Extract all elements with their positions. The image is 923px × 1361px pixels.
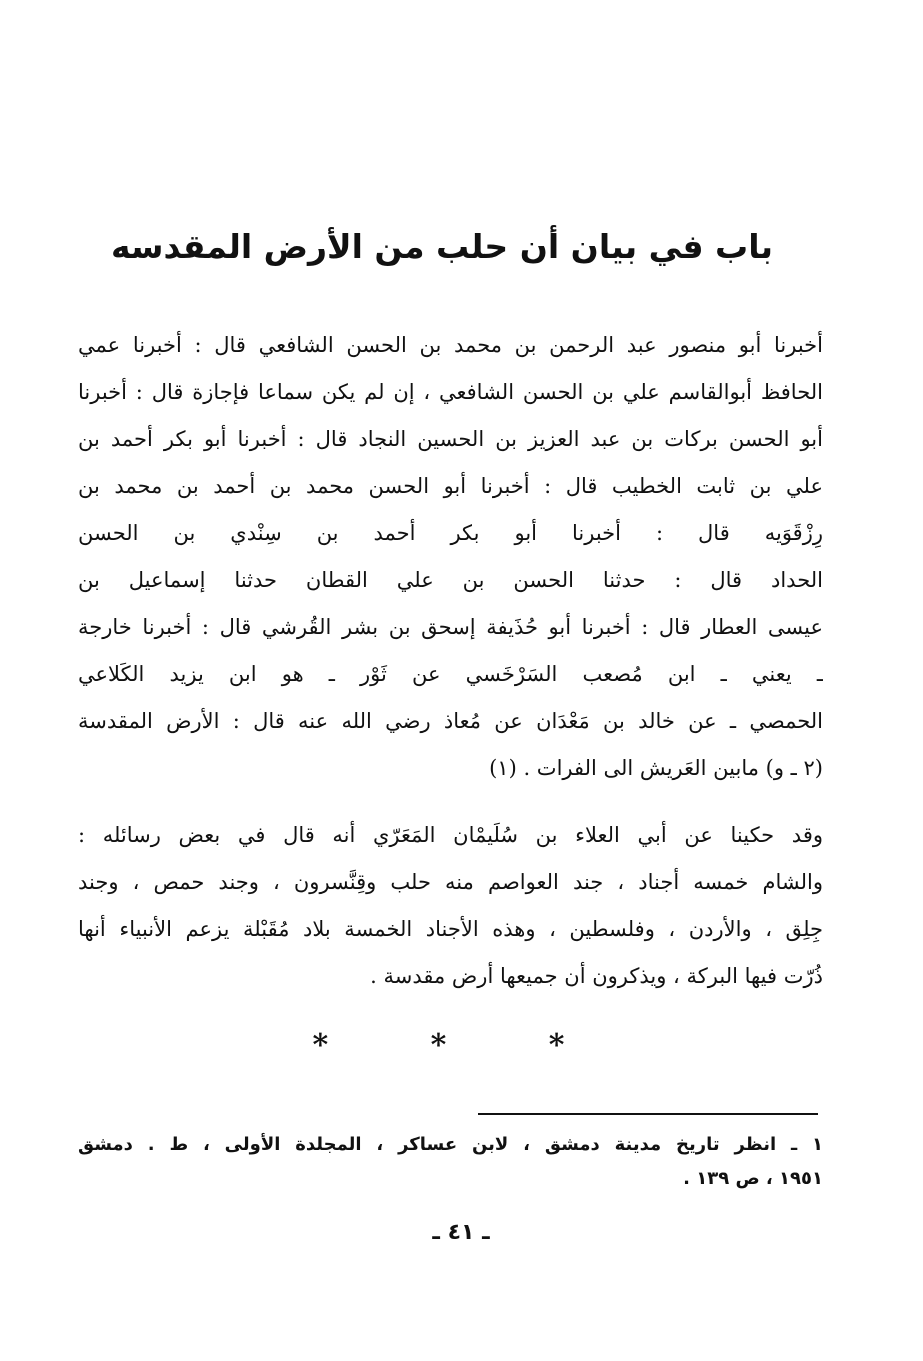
paragraph-abu-al-ala — [78, 812, 823, 1000]
text-line: والشام خمسه أجناد ، جند العواصم منه حلب وقِنَّسرون ، وجند حمص ، وجند — [78, 870, 823, 894]
section-separator: * * * — [312, 1028, 611, 1063]
text-line: أخبرنا أبو منصور عبد الرحمن بن محمد بن الحسن الشافعي قال : أخبرنا عمي — [78, 333, 823, 357]
text-line: جِلِق ، والأردن ، وفلسطين ، وهذه الأجناد الخمسة بلاد مُقَبْلة يزعم الأنبياء أنها — [78, 917, 823, 941]
text-line: وقد حكينا عن أبي العلاء بن سُلَيمْان المَعَرّي أنه قال في بعض رسائله : — [78, 823, 823, 847]
text-line: رِزْقَوَيه قال : أخبرنا أبو بكر أحمد بن سِنْدي بن الحسن — [78, 521, 823, 545]
text-line: علي بن ثابت الخطيب قال : أخبرنا أبو الحسن محمد بن أحمد بن محمد بن — [78, 474, 823, 498]
footnote — [78, 1128, 823, 1196]
text-line: عيسى العطار قال : أخبرنا أبو حُذَيفة إسحق بن بشر القُرشي قال : أخبرنا خارجة — [78, 615, 823, 639]
text-line: الحداد قال : حدثنا الحسن بن علي القطان حدثنا إسماعيل بن — [78, 568, 823, 592]
chapter-title: باب في بيان أن حلب من الأرض المقدسه — [111, 227, 773, 266]
footnote-divider — [478, 1113, 818, 1115]
text-line: الحمصي ـ عن خالد بن مَعْدَان عن مُعاذ رضي الله عنه قال : الأرض المقدسة — [78, 709, 823, 733]
text-line: ـ يعني ـ ابن مُصعب السَرْخَسي عن ثَوْر ـ هو ابن يزيد الكَلاعي — [78, 662, 823, 686]
text-line: أبو الحسن بركات بن عبد العزيز بن الحسين النجاد قال : أخبرنا أبو بكر أحمد بن — [78, 427, 823, 451]
text-line: ذُرّت فيها البركة ، ويذكرون أن جميعها أرض مقدسة . — [370, 964, 823, 988]
page-number: ـ ٤١ ـ — [432, 1220, 490, 1245]
text-line: (٢ ـ و) مابين العَريش الى الفرات . (١) — [489, 756, 823, 780]
text-line: الحافظ أبوالقاسم علي بن الحسن الشافعي ، إن لم يكن سماعا فإجازة قال : أخبرنا — [78, 380, 823, 404]
footnote-line: ١٩٥١ ، ص ١٣٩ . — [683, 1168, 823, 1189]
paragraph-hadith — [78, 322, 823, 792]
footnote-line: ١ ـ انظر تاريخ مدينة دمشق ، لابن عساكر ، المجلدة الأولى ، ط . دمشق — [78, 1134, 823, 1155]
